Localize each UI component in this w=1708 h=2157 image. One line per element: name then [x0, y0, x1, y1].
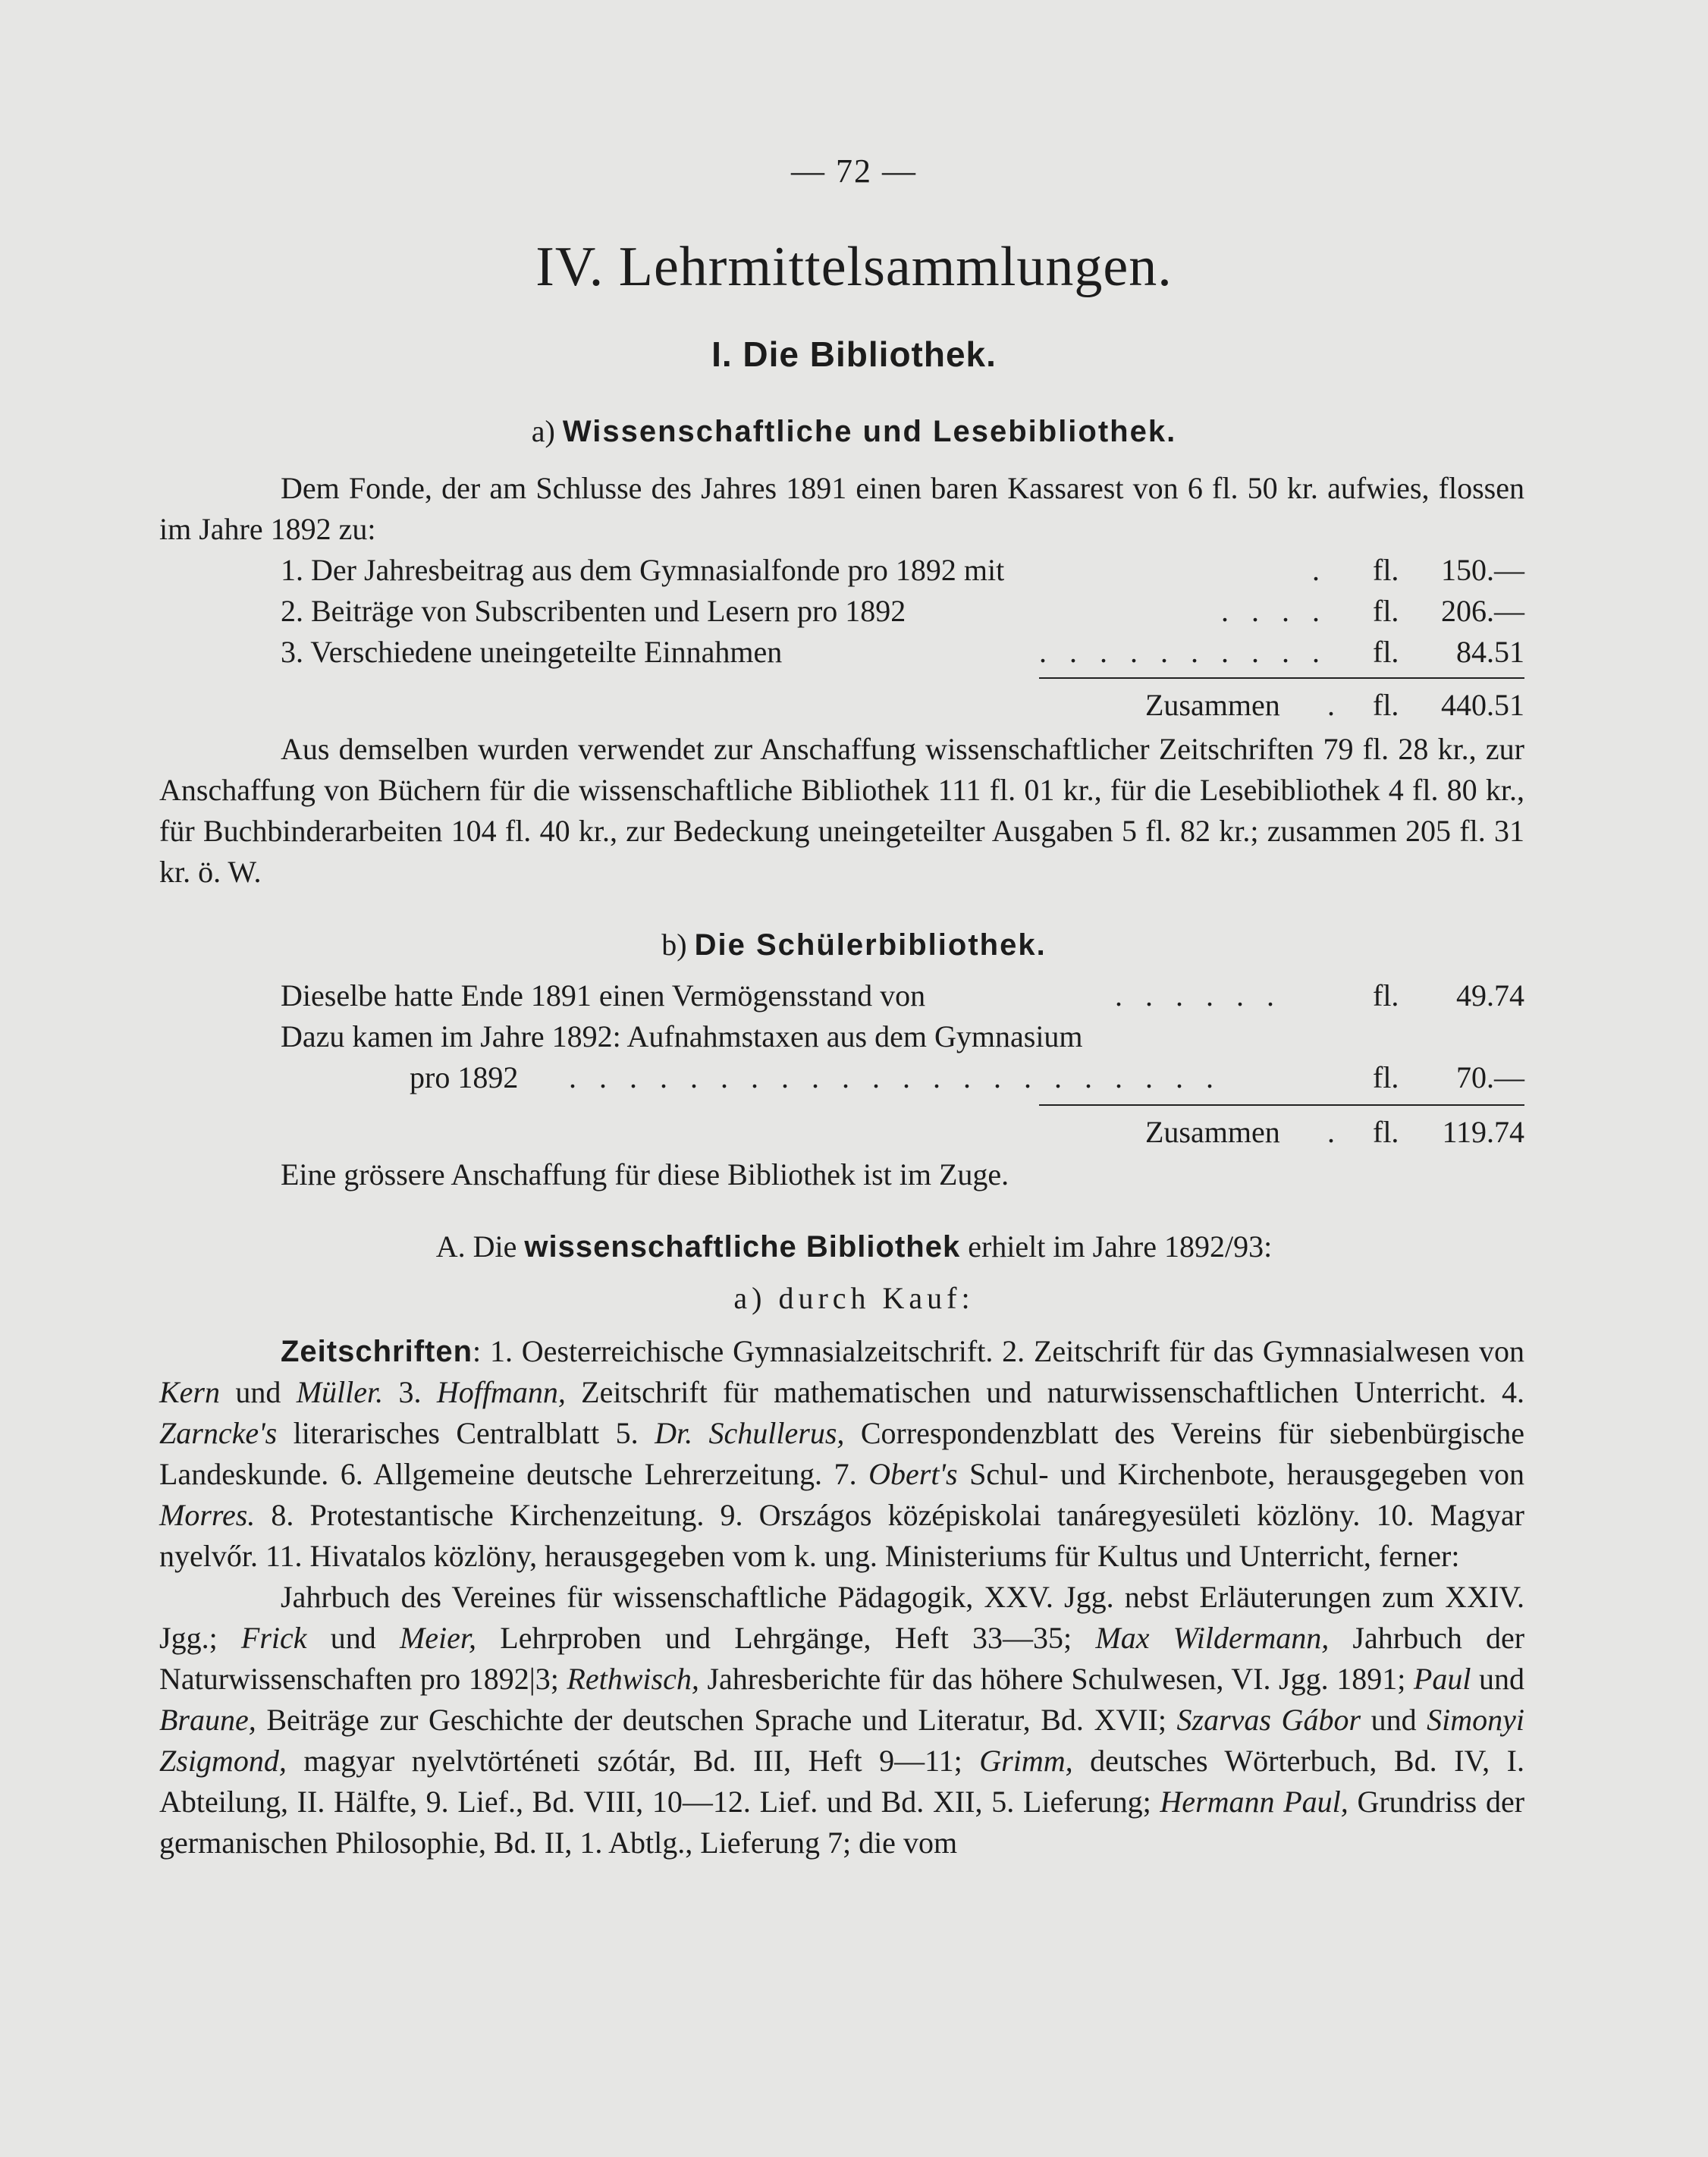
author-name: Braune, [159, 1703, 256, 1737]
income-label: 1. Der Jahresbeitrag aus dem Gymnasialfonde pro 1892 mit [281, 553, 1005, 587]
text-run: Lehrproben und Lehrgänge, Heft 33—35; [500, 1621, 1072, 1655]
subsection-b-title: Die Schülerbibliothek. [694, 928, 1047, 962]
section-a-heading [0, 1229, 1708, 1264]
author-name: Rethwisch, [567, 1662, 699, 1696]
section-a-bold: wissenschaftliche Bibliothek [524, 1230, 961, 1264]
section-a-suffix: erhielt im Jahre 1892/93: [968, 1229, 1273, 1264]
sum-rule [1039, 1104, 1524, 1106]
text-run: Schul- und Kirchenbote, herausgegeben von [969, 1457, 1524, 1491]
leader-dots: . [1312, 553, 1327, 587]
currency: fl. [1373, 635, 1399, 669]
text-run: literarisches Centralblatt 5. [293, 1416, 639, 1450]
text-run: Grundriss der germanischen Philosophie, Bd. II, 1. Abtlg., Lieferung 7; die vom [159, 1785, 1525, 1860]
currency: fl. [1373, 553, 1399, 587]
currency: fl. [1373, 688, 1399, 722]
leader-dots: . . . . . . . . . . . . . . . . . . . . . . [569, 1060, 1221, 1094]
books-paragraph [159, 1577, 1524, 1863]
acquisitions-text [159, 1331, 1524, 1863]
amount: 440.51 [1441, 688, 1524, 722]
student-row-2 [159, 1016, 1524, 1057]
author-name: Frick [240, 1621, 307, 1655]
amount: 206.— [1441, 594, 1524, 628]
text-run: und [1370, 1703, 1417, 1737]
author-name: Szarvas Gábor [1176, 1703, 1361, 1737]
text-run: deutsches Wörterbuch, Bd. IV, I. Abteilung, II. Hälfte, 9. Lief., Bd. VIII, 10—12. Lief. und Bd. XII, 5. Lieferung; [159, 1744, 1525, 1819]
text-run: magyar nyelvtörténeti szótár, Bd. III, Heft 9—11; [303, 1744, 962, 1778]
text-run: Beiträge zur Geschichte der deutschen Sprache und Literatur, Bd. XVII; [266, 1703, 1166, 1737]
author-name: Zarncke's [159, 1416, 278, 1450]
student-row-3 [159, 1057, 1524, 1098]
text-run: : 1. Oesterreichische Gymnasialzeitschrift. 2. Zeitschrift für das Gymnasialwesen von [473, 1334, 1524, 1368]
text-run: und [235, 1375, 281, 1409]
currency: fl. [1373, 1060, 1399, 1094]
text-run: Correspondenzblatt des Vereins für siebenbürgische Landeskunde. 6. Allgemeine deutsche Lehrerzeitung. 7. [159, 1416, 1525, 1491]
leader-dots: . . . . . . . . . . [1039, 635, 1327, 669]
author-name: Paul [1413, 1662, 1471, 1696]
text-run: Jahrbuch der Naturwissenschaften pro 1892|3; [159, 1621, 1525, 1696]
income-row-2 [159, 591, 1524, 632]
usage-text: Aus demselben wurden verwendet zur Anschaffung wissenschaftlicher Zeitschriften 79 fl. 28 kr., zur Anschaffung von Büchern für die wissenschaftliche Bibliothek 111 fl. 01 kr., für die Lesebibliothek 4 fl. 80 kr., für Buchbinderarbeiten 104 fl. 40 kr., zur Bedeckung uneingeteilter Ausgaben 5 fl. 82 kr.; zusammen 205 fl. 31 kr. ö. W. [159, 732, 1524, 889]
amount: 49.74 [1456, 978, 1524, 1013]
sum-rule [1039, 677, 1524, 679]
periodicals-label: Zeitschriften [281, 1335, 473, 1368]
subsection-b-heading [0, 927, 1708, 962]
student-note: Eine grössere Anschaffung für diese Bibliothek ist im Zuge. [281, 1157, 1009, 1192]
amount: 150.— [1441, 553, 1524, 587]
section-a-prefix: A. Die [435, 1229, 517, 1264]
total-label: Zusammen [1145, 688, 1280, 722]
text-run: Jahresberichte für das höhere Schulwesen, VI. Jgg. 1891; [707, 1662, 1406, 1696]
subsection-a-prefix: a) [531, 414, 555, 448]
author-name: Müller. [296, 1375, 384, 1409]
usage-paragraph [159, 729, 1524, 893]
author-name: Hoffmann, [436, 1375, 566, 1409]
text-run: 8. Protestantische Kirchenzeitung. 9. Országos középiskolai tanáregyesületi közlöny. 10. Magyar nyelvőr. 11. Hivatalos közlöny, herausgegeben vom k. ung. Ministeriums für Kultus und Unterricht, ferner: [159, 1498, 1524, 1573]
text-run: und [330, 1621, 376, 1655]
subsection-a-title: Wissenschaftliche und Lesebibliothek. [562, 415, 1177, 448]
author-name: Max Wildermann, [1095, 1621, 1330, 1655]
income-label: 2. Beiträge von Subscribenten und Lesern pro 1892 [281, 594, 906, 628]
leader-dots: . . . . [1221, 594, 1327, 628]
fund-intro-text: Dem Fonde, der am Schlusse des Jahres 1891 einen baren Kassarest von 6 fl. 50 kr. aufwies, flossen im Jahre 1892 zu: [159, 471, 1524, 546]
author-name: Meier, [399, 1621, 477, 1655]
leader-dots: . [1327, 688, 1342, 722]
author-name: Simonyi Zsigmond, [159, 1703, 1525, 1778]
page-number: — 72 — [791, 152, 917, 190]
student-row-1 [159, 975, 1524, 1016]
income-label: 3. Verschiedene uneingeteilte Einnahmen [281, 635, 783, 669]
amount: 70.— [1456, 1060, 1524, 1094]
addition-label: Dazu kamen im Jahre 1892: Aufnahmstaxen aus dem Gymnasium [281, 1019, 1083, 1053]
text-run: Zeitschrift für mathematischen und naturwissenschaftlichen Unterricht. 4. [581, 1375, 1525, 1409]
chapter-title: IV. Lehrmittelsammlungen. [535, 236, 1173, 298]
periodicals-paragraph [159, 1331, 1524, 1577]
currency: fl. [1373, 1115, 1399, 1149]
author-name: Obert's [868, 1457, 958, 1491]
text-run: 3. [398, 1375, 422, 1409]
leader-dots: . [1327, 1115, 1342, 1149]
text-run: und [1479, 1662, 1525, 1696]
currency: fl. [1373, 978, 1399, 1013]
purchase-subheading: a) durch Kauf: [733, 1281, 975, 1315]
total-row-a [159, 685, 1524, 726]
total-label: Zusammen [1145, 1115, 1280, 1149]
income-row-3 [159, 632, 1524, 673]
author-name: Dr. Schullerus, [655, 1416, 845, 1450]
student-note-row [159, 1154, 1524, 1195]
subsection-b-prefix: b) [661, 928, 687, 962]
author-name: Morres. [159, 1498, 256, 1532]
income-row-1 [159, 550, 1524, 591]
subsection-a-heading [0, 413, 1708, 449]
author-name: Grimm, [979, 1744, 1073, 1778]
section-title: I. Die Bibliothek. [711, 334, 997, 374]
author-name: Kern [159, 1375, 220, 1409]
author-name: Hermann Paul, [1160, 1785, 1349, 1819]
currency: fl. [1373, 594, 1399, 628]
amount: 119.74 [1442, 1115, 1524, 1149]
amount: 84.51 [1456, 635, 1524, 669]
text-run: Jahrbuch des Vereines für wissenschaftliche Pädagogik, XXV. Jgg. nebst Erläuterungen zum XXIV. Jgg.; [159, 1580, 1524, 1655]
balance-label: Dieselbe hatte Ende 1891 einen Vermögensstand von [281, 978, 926, 1013]
year-label: pro 1892 [410, 1060, 519, 1094]
total-row-b [159, 1112, 1524, 1153]
leader-dots: . . . . . . [1115, 978, 1282, 1013]
fund-intro-paragraph [159, 468, 1524, 550]
